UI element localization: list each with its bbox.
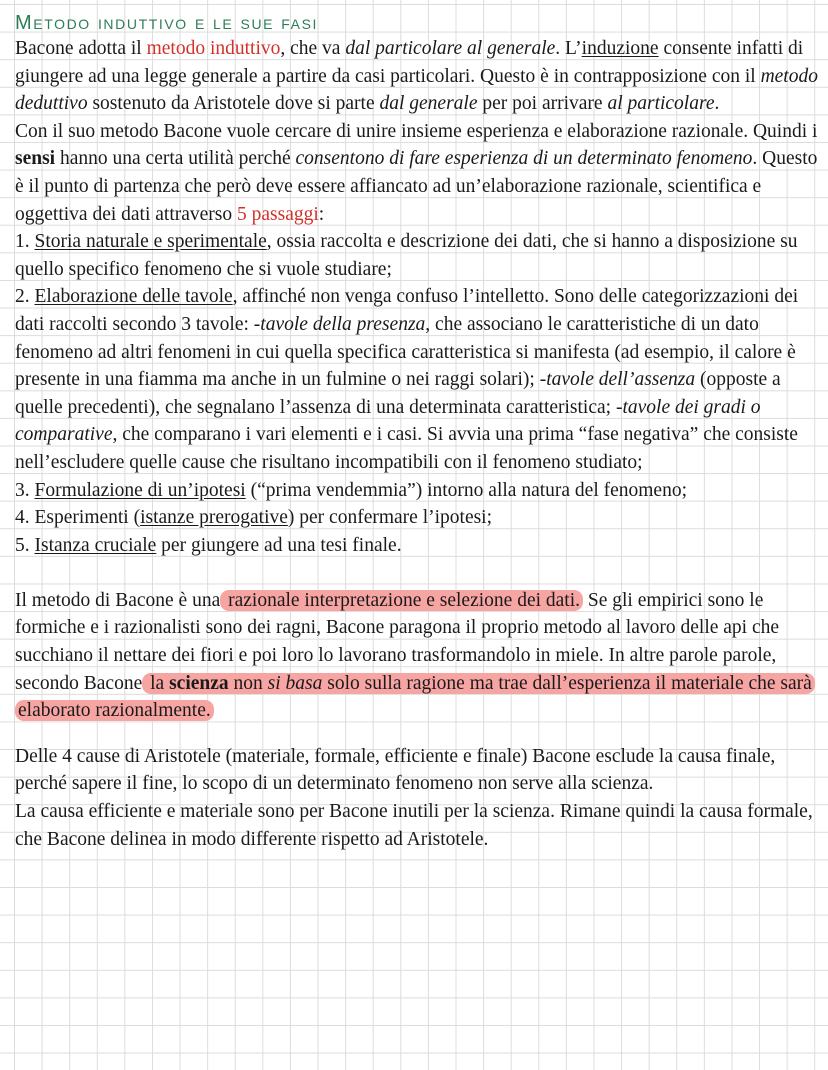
step-text: , ossia raccolta e descrizione dei dati, che si hanno a disposizione su quello specifico fenomeno che si vuole studiare; [15,231,798,280]
emphasis-si-basa: si basa [267,672,323,694]
text-run: , che va [280,38,346,59]
senses-paragraph [15,118,821,228]
step-text: 4. Esperimenti ( [15,507,141,529]
step-1 [15,228,821,283]
step-term: Storia naturale e sperimentale [34,231,267,253]
term-scienza: scienza [169,672,229,694]
note-page [15,12,821,853]
text-run: consente infatti di giungere ad una legge generale a partire da casi particolari. Questo è in contrapposizione con il [15,38,804,87]
step-4 [15,504,821,532]
emphasis-esperienza: consentono di fare esperienza di un determinato fenomeno [295,148,753,170]
step-term: Elaborazione delle tavole [34,286,233,308]
text-run: Bacone adotta il [15,38,147,59]
step-term: Formulazione di un’ipotesi [34,479,246,501]
paragraph-gap [15,725,821,743]
causes-paragraph-1: Delle 4 cause di Aristotele (materiale, formale, efficiente e finale) Bacone esclude la causa finale, perché sapere il fine, lo scopo di un determinato fenomeno non serve alla scienza. [15,745,776,795]
paragraph-gap [15,559,821,587]
term-5-passaggi: 5 passaggi [237,203,319,225]
causes-paragraph-2: La causa efficiente e materiale sono per Bacone inutili per la scienza. Rimane quindi la causa formale, che Bacone delinea in modo differente rispetto ad Aristotele. [15,801,813,850]
step-text: per giungere ad una tesi finale. [156,534,402,556]
emphasis-particolare-generale: dal particolare al generale [345,38,556,59]
text-run: Con il suo metodo Bacone vuole cercare di unire insieme esperienza e elaborazione razionale. Quindi i [15,120,818,142]
highlight-razionale-interpretazione: razionale interpretazione e selezione dei dati. [220,590,583,611]
term-metodo-induttivo: metodo induttivo [146,38,281,59]
bees-paragraph [15,587,821,725]
text-run: . Questo è il punto di partenza che però deve essere affiancato ad un’elaborazione razionale, scientifica e oggettiva dei dati attraverso [15,148,818,225]
step-number: 5. [15,534,35,556]
step-5 [15,532,821,560]
step-text: (“prima vendemmia”) intorno alla natura del fenomeno; [245,479,688,501]
emphasis-tavole-presenza: tavole della presenza [260,313,426,335]
step-number: 1. [15,231,35,253]
text-run: . [714,93,720,115]
emphasis-metodo-deduttivo: metodo deduttivo [15,65,818,115]
emphasis-tavole-gradi: tavole dei gradi o comparative [15,396,761,446]
step-text: , che associano le caratteristiche di un dato fenomeno ad altri fenomeni in cui quella specifica caratteristica si manifesta (ad esempio, il calore è presente in una fiamma ma anche in un fulmine o nei raggi solari); - [15,313,796,391]
intro-paragraph [15,35,821,118]
step-number: 2. [15,286,35,308]
text-run: Se gli empirici sono le formiche e i razionalisti sono dei ragni, Bacone paragona il proprio metodo al lavoro delle api che succhiano il nettare dei fiori e poi loro lo lavorano trasformandolo in miele. In altre parole parole, secondo Bacone [15,589,780,694]
step-term: Istanza cruciale [34,534,157,556]
step-text: ) per confermare l’ipotesi; [287,507,493,529]
step-text: , che comparano i vari elementi e i casi. Si avvia una prima “fase negativa” che consiste nell’escludere quelle cause che risultano incompatibili con il fenomeno studiato; [15,424,798,473]
text-run: . L’ [555,38,582,59]
text-run: : [318,203,325,225]
text-run: sostenuto da Aristotele dove si parte [87,93,380,115]
text-run: hanno una certa utilità perché [55,148,296,170]
emphasis-al-particolare: al particolare [607,93,715,115]
text-run: la [145,672,170,694]
step-text: (opposte a quelle precedenti), che segnalano l’assenza di una determinata caratteristica; - [15,369,781,418]
step-2 [15,283,821,476]
step-term: istanze prerogative [140,507,288,529]
emphasis-dal-generale: dal generale [379,93,478,115]
text-run: Il metodo di Bacone è una [15,589,221,611]
step-3 [15,477,821,505]
page-title: Metodo induttivo e le sue fasi [15,12,319,34]
term-induzione: induzione [581,38,659,59]
step-text: , affinché non venga confuso l’intelletto. Sono delle categorizzazioni dei dati raccolti secondo 3 tavole: - [15,286,799,335]
text-run: solo sulla ragione ma trae dall’esperienza il materiale che sarà elaborato razionalmente. [18,672,812,722]
text-run: per poi arrivare [477,93,608,115]
text-run: non [228,672,268,694]
emphasis-tavole-assenza: tavole dell’assenza [546,369,696,391]
term-sensi: sensi [15,148,56,170]
step-number: 3. [15,479,35,501]
